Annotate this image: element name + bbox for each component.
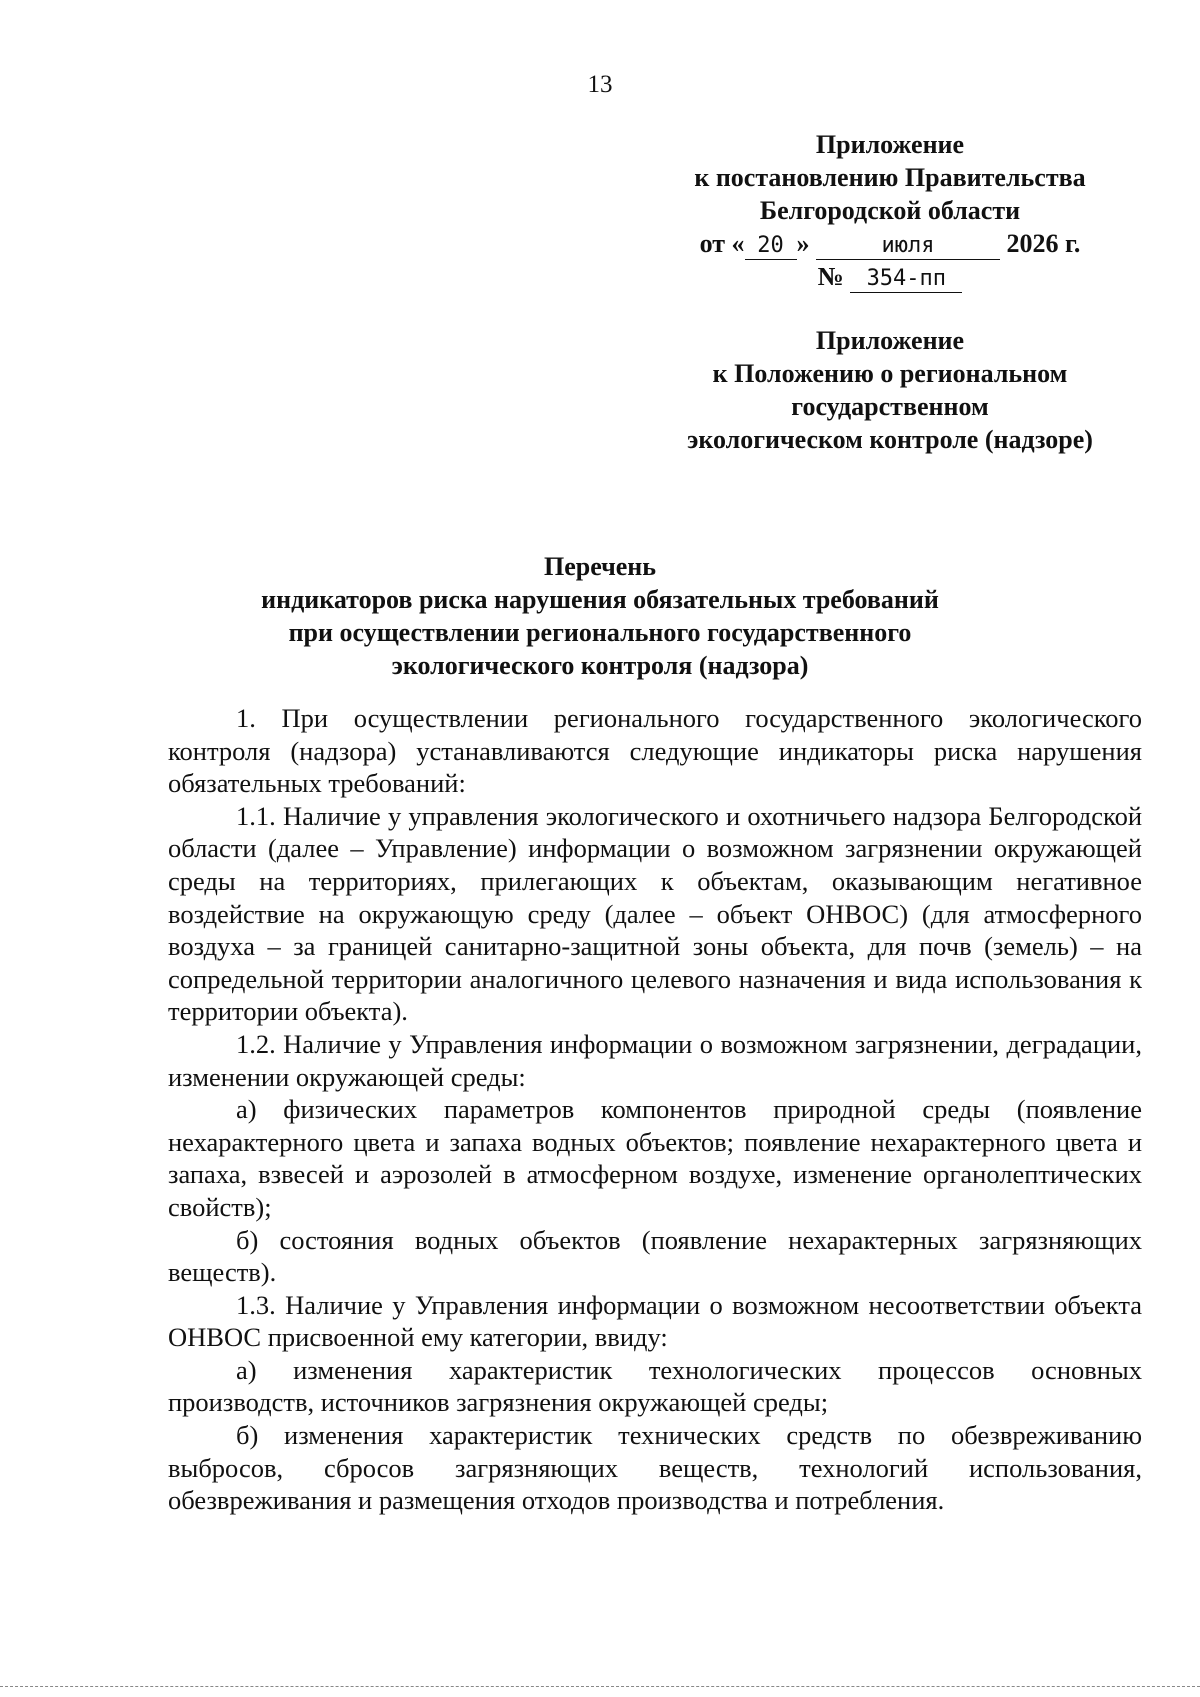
- page-bottom-rule: [0, 1686, 1200, 1687]
- date-prefix: от «: [699, 229, 745, 258]
- resolution-number-line: [660, 260, 1120, 293]
- title-line-3: при осуществлении регионального государственного: [288, 618, 912, 647]
- paragraph-1: 1. При осуществлении регионального государственного экологического контроля (надзора) устанавливаются следующие индикаторы риска нарушения обязательных требований:: [168, 703, 1142, 799]
- title-line-2: индикаторов риска нарушения обязательных требований: [261, 585, 939, 614]
- appendix-resolution-header: [660, 128, 1120, 293]
- document-title: [150, 550, 1050, 682]
- title-line-1: Перечень: [543, 552, 657, 581]
- appendix-regulation-line4: экологическом контроле (надзоре): [687, 425, 1093, 454]
- page-number: 13: [587, 71, 613, 98]
- resolution-date-line: [660, 227, 1120, 260]
- number-prefix: №: [817, 262, 844, 291]
- date-year: 2026 г.: [1006, 229, 1081, 258]
- title-line-4: экологического контроля (надзора): [391, 651, 809, 680]
- paragraph-1-2-b: б) состояния водных объектов (появление нехарактерных загрязняющих веществ).: [168, 1224, 1142, 1288]
- appendix-regulation-title: Приложение: [815, 326, 965, 355]
- appendix-resolution-title: Приложение: [815, 130, 965, 159]
- paragraph-1-2: 1.2. Наличие у Управления информации о возможном загрязнении, деградации, изменении окружающей среды:: [168, 1028, 1142, 1092]
- appendix-resolution-region: Белгородской области: [759, 196, 1021, 225]
- document-body: [168, 702, 1142, 1517]
- appendix-resolution-reference: к постановлению Правительства: [694, 163, 1086, 192]
- appendix-regulation-header: [660, 324, 1120, 456]
- appendix-regulation-reference: к Положению о региональном: [712, 359, 1068, 388]
- paragraph-1-3-b: б) изменения характеристик технических средств по обезвреживанию выбросов, сбросов загрязняющих веществ, технологий использования, обезвреживания и размещения отходов производства и потребления.: [168, 1420, 1142, 1516]
- paragraph-1-3-a: а) изменения характеристик технологических процессов основных производств, источников загрязнения окружающей среды;: [168, 1354, 1142, 1418]
- appendix-regulation-line3: государственном: [791, 392, 989, 421]
- resolution-number-handwritten: 354-пп: [850, 266, 962, 293]
- paragraph-1-1: 1.1. Наличие у управления экологического и охотничьего надзора Белгородской области (далее – Управление) информации о возможном загрязнении окружающей среды на территориях, прилегающих к объектам, оказывающим негативное воздействие на окружающую среду (далее – объект ОНВОС) (для атмосферного воздуха – за границей санитарно-защитной зоны объекта, для почв (земель) – на сопредельной территории аналогичного целевого назначения и вида использования к территории объекта).: [168, 800, 1142, 1027]
- date-day-handwritten: 20: [745, 233, 797, 260]
- date-month-handwritten: июля: [816, 233, 1000, 260]
- paragraph-1-3: 1.3. Наличие у Управления информации о возможном несоответствии объекта ОНВОС присвоенной ему категории, ввиду:: [168, 1289, 1142, 1353]
- date-mid: »: [796, 229, 810, 258]
- paragraph-1-2-a: а) физических параметров компонентов природной среды (появление нехарактерного цвета и запаха водных объектов; появление нехарактерного цвета и запаха, взвесей и аэрозолей в атмосферном воздухе, изменение органолептических свойств);: [168, 1094, 1142, 1222]
